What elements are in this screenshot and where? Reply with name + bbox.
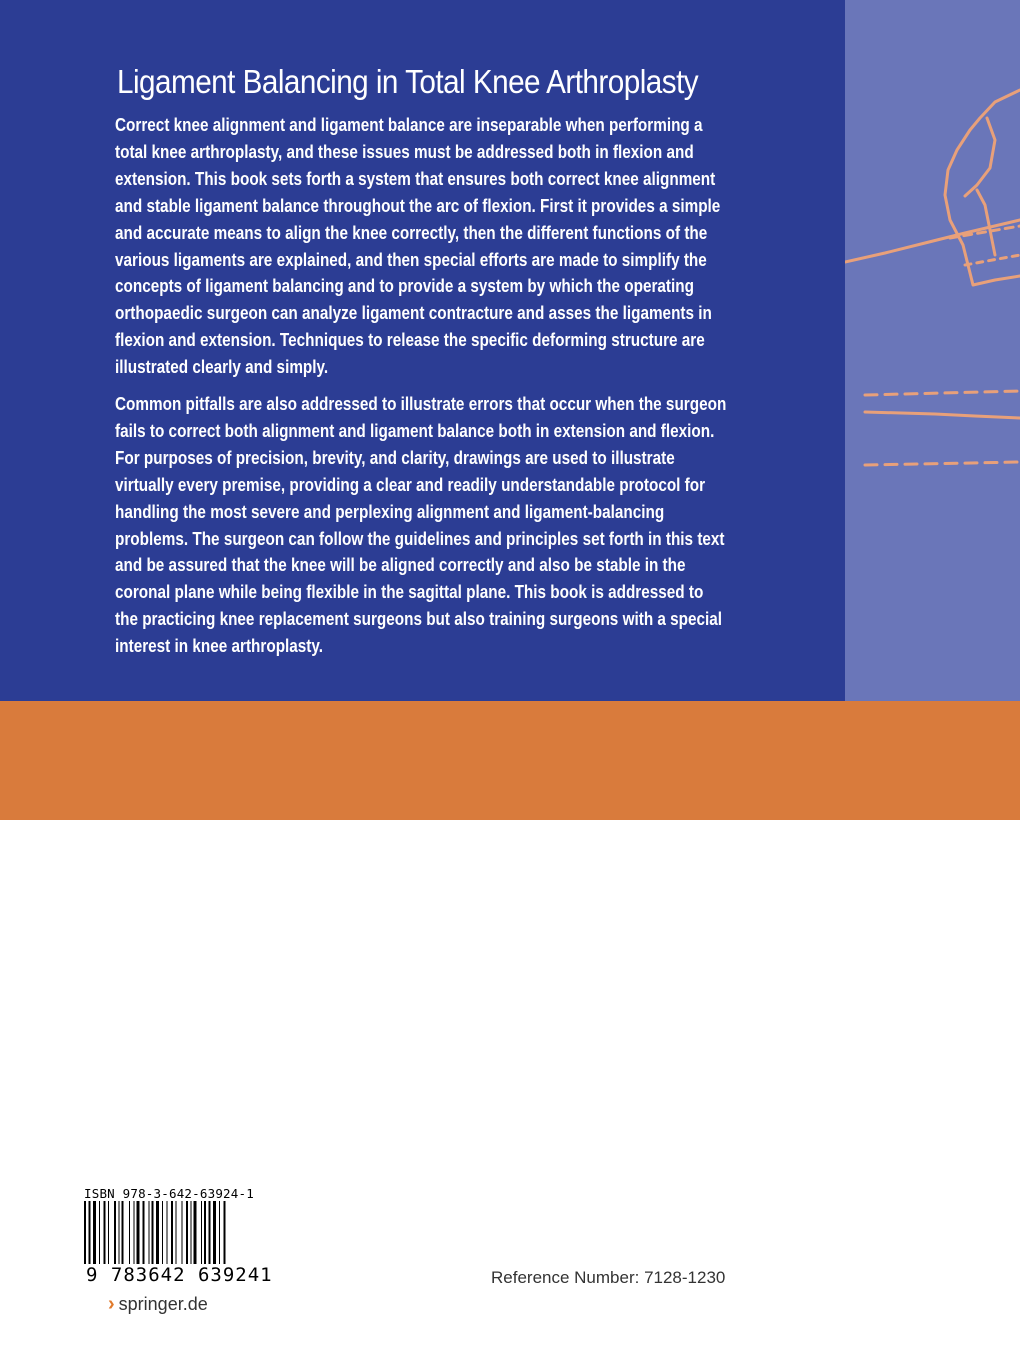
barcode-bar	[114, 1201, 116, 1273]
text-line: total knee arthroplasty, and these issues must be addressed both in flexion and	[115, 141, 694, 162]
text-line: various ligaments are explained, and then special efforts are made to simplify the	[115, 249, 707, 270]
barcode-bar	[93, 1201, 96, 1273]
text-line: Correct knee alignment and ligament balance are inseparable when performing a	[115, 115, 703, 135]
text-line: problems. The surgeon can follow the guidelines and principles set forth in this text	[115, 528, 725, 549]
barcode-bar	[156, 1201, 159, 1273]
barcode-bar	[119, 1201, 120, 1273]
barcode-bar	[201, 1201, 202, 1273]
chevron-right-icon: ›	[108, 1293, 115, 1315]
barcode-bar	[108, 1201, 109, 1273]
text-line: extension. This book sets forth a system that ensures both correct knee alignment	[115, 168, 716, 189]
text-line: the practicing knee replacement surgeons but also training surgeons with a special	[115, 609, 723, 630]
barcode-bar	[182, 1201, 183, 1273]
barcode-digits: 9 783642 639241	[86, 1264, 273, 1286]
text-line: handling the most severe and perplexing alignment and ligament-balancing	[115, 501, 665, 522]
barcode-bar	[219, 1201, 220, 1273]
text-line: coronal plane while being flexible in the sagittal plane. This book is addressed to	[115, 582, 704, 603]
barcode-bar	[134, 1201, 135, 1273]
barcode-bar	[149, 1201, 150, 1273]
text-line: fails to correct both alignment and ligament balance both in extension and flexion.	[115, 420, 715, 441]
barcode-bar	[89, 1201, 91, 1273]
publisher-link[interactable]	[108, 1293, 208, 1316]
barcode-bar	[213, 1201, 216, 1273]
text-line: Common pitfalls are also addressed to illustrate errors that occur when the surgeon	[115, 394, 727, 414]
text-line: concepts of ligament balancing and to provide a system by which the operating	[115, 276, 694, 297]
barcode-bar	[99, 1201, 100, 1273]
publisher-link-text: springer.de	[118, 1294, 208, 1314]
description-paragraph-2	[115, 391, 835, 660]
text-line: and be assured that the knee will be aligned correctly and also be stable in the	[115, 555, 686, 576]
barcode-bar	[152, 1201, 154, 1273]
barcode-bar	[171, 1201, 173, 1273]
barcode-bar	[122, 1201, 124, 1273]
isbn-barcode	[84, 1201, 264, 1273]
text-line: illustrated clearly and simply.	[115, 357, 329, 378]
text-line: interest in knee arthroplasty.	[115, 636, 324, 657]
description-paragraph-1	[115, 112, 835, 381]
barcode-bar	[194, 1201, 197, 1273]
barcode-bar	[224, 1201, 226, 1273]
text-line: and stable ligament balance throughout the arc of flexion. First it provides a simple	[115, 195, 721, 216]
barcode-bar	[167, 1201, 168, 1273]
barcode-bar	[191, 1201, 192, 1273]
barcode-bar	[137, 1201, 140, 1273]
barcode-bar	[204, 1201, 206, 1273]
barcode-bar	[162, 1201, 163, 1273]
text-line: flexion and extension. Techniques to release the specific deforming structure are	[115, 330, 705, 351]
side-illustration-panel	[845, 0, 1020, 701]
barcode-bar	[209, 1201, 211, 1273]
text-line: For purposes of precision, brevity, and clarity, drawings are used to illustrate	[115, 447, 675, 468]
reference-number: Reference Number: 7128-1230	[491, 1268, 726, 1287]
barcode-bar	[186, 1201, 188, 1273]
barcode-bar	[176, 1201, 177, 1273]
barcode-bar	[143, 1201, 145, 1273]
barcode-bar	[129, 1201, 130, 1273]
barcode-bar	[104, 1201, 106, 1273]
text-line: orthopaedic surgeon can analyze ligament contracture and asses the ligaments in	[115, 303, 712, 324]
isbn-label: ISBN 978-3-642-63924-1	[84, 1186, 254, 1201]
knee-sketch-illustration	[845, 0, 1020, 701]
text-line: virtually every premise, providing a clear and readily understandable protocol for	[115, 474, 706, 495]
text-line: and accurate means to align the knee correctly, then the different functions of the	[115, 222, 708, 243]
book-title: Ligament Balancing in Total Knee Arthroplasty	[117, 63, 699, 100]
barcode-bar	[84, 1201, 86, 1273]
orange-band	[0, 701, 1020, 820]
